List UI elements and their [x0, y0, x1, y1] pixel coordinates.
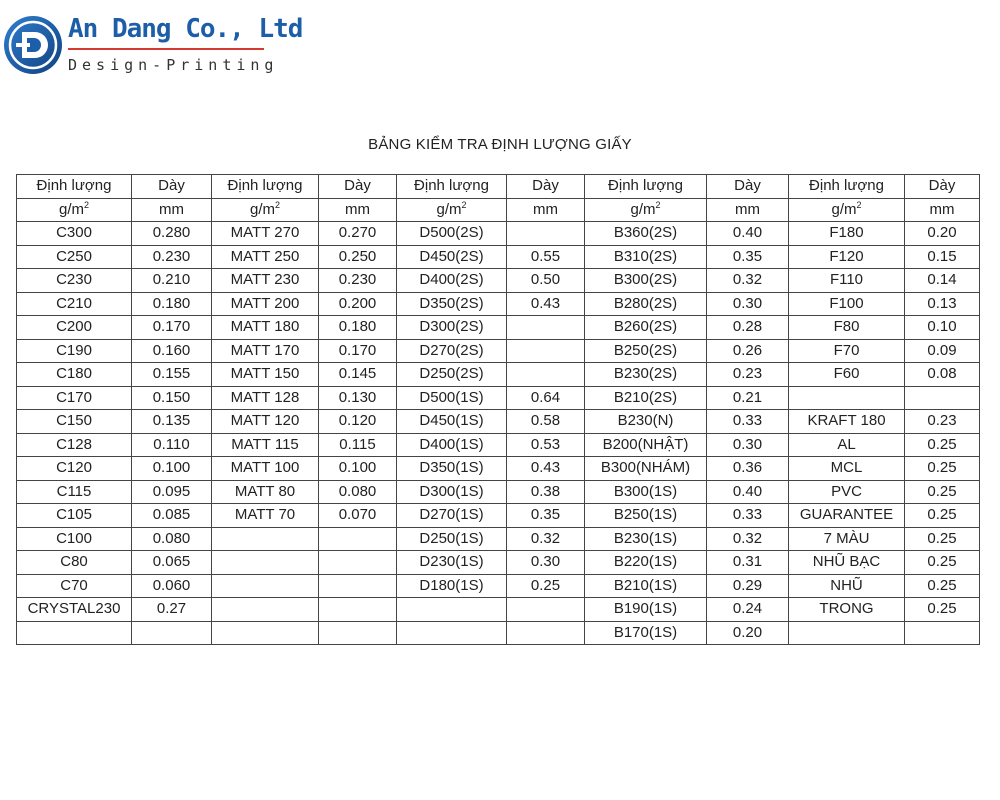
table-row — [17, 222, 980, 246]
paper-grade-cell: MCL — [789, 457, 905, 481]
table-row — [17, 480, 980, 504]
paper-grade-cell: MATT 100 — [212, 457, 319, 481]
paper-grade-cell: C105 — [17, 504, 132, 528]
thickness-cell: 0.250 — [319, 245, 397, 269]
thickness-cell: 0.160 — [132, 339, 212, 363]
table-row — [17, 574, 980, 598]
thickness-cell: 0.100 — [132, 457, 212, 481]
paper-grade-cell: NHŨ BẠC — [789, 551, 905, 575]
paper-grade-cell: B230(N) — [585, 410, 707, 434]
paper-grade-cell: B360(2S) — [585, 222, 707, 246]
thickness-cell: 0.25 — [905, 433, 980, 457]
unit-weight — [789, 198, 905, 222]
paper-grade-cell: F70 — [789, 339, 905, 363]
thickness-cell: 0.180 — [319, 316, 397, 340]
thickness-cell: 0.38 — [507, 480, 585, 504]
thickness-cell — [507, 598, 585, 622]
header-weight: Định lượng — [789, 175, 905, 199]
paper-grade-cell: D400(1S) — [397, 433, 507, 457]
paper-grade-cell: MATT 180 — [212, 316, 319, 340]
unit-weight-exponent: 2 — [856, 199, 862, 210]
thickness-cell: 0.085 — [132, 504, 212, 528]
paper-grade-cell — [212, 598, 319, 622]
table-row — [17, 621, 980, 645]
thickness-cell: 0.28 — [707, 316, 789, 340]
header-thickness: Dày — [319, 175, 397, 199]
thickness-cell: 0.25 — [905, 527, 980, 551]
thickness-cell: 0.25 — [905, 504, 980, 528]
logo-mark-icon — [2, 14, 64, 76]
thickness-cell — [905, 386, 980, 410]
paper-grade-cell — [212, 551, 319, 575]
paper-grade-cell: MATT 70 — [212, 504, 319, 528]
table-row — [17, 527, 980, 551]
thickness-cell: 0.230 — [132, 245, 212, 269]
paper-grade-cell: D270(1S) — [397, 504, 507, 528]
paper-grade-cell: F120 — [789, 245, 905, 269]
thickness-cell: 0.100 — [319, 457, 397, 481]
paper-grade-cell — [789, 386, 905, 410]
paper-grade-cell: C300 — [17, 222, 132, 246]
thickness-cell: 0.180 — [132, 292, 212, 316]
paper-grade-cell: GUARANTEE — [789, 504, 905, 528]
paper-grade-cell — [397, 621, 507, 645]
logo-divider — [68, 48, 264, 50]
unit-thickness: mm — [905, 198, 980, 222]
thickness-cell — [507, 222, 585, 246]
table-row — [17, 598, 980, 622]
thickness-cell: 0.25 — [905, 598, 980, 622]
thickness-cell: 0.40 — [707, 222, 789, 246]
thickness-cell: 0.150 — [132, 386, 212, 410]
paper-grade-cell: D270(2S) — [397, 339, 507, 363]
paper-grade-cell: B230(2S) — [585, 363, 707, 387]
paper-grade-cell: D300(2S) — [397, 316, 507, 340]
paper-grade-cell: F60 — [789, 363, 905, 387]
thickness-cell — [507, 621, 585, 645]
paper-grade-cell: B200(NHẬT) — [585, 433, 707, 457]
header-weight: Định lượng — [585, 175, 707, 199]
thickness-cell: 0.095 — [132, 480, 212, 504]
thickness-cell: 0.170 — [132, 316, 212, 340]
thickness-cell: 0.130 — [319, 386, 397, 410]
table-body — [17, 222, 980, 645]
thickness-cell: 0.210 — [132, 269, 212, 293]
thickness-cell: 0.065 — [132, 551, 212, 575]
paper-grade-cell: C115 — [17, 480, 132, 504]
thickness-cell: 0.20 — [707, 621, 789, 645]
thickness-cell — [132, 621, 212, 645]
header-thickness: Dày — [132, 175, 212, 199]
paper-grade-cell: B260(2S) — [585, 316, 707, 340]
thickness-cell: 0.230 — [319, 269, 397, 293]
paper-grade-cell: NHŨ — [789, 574, 905, 598]
unit-weight — [212, 198, 319, 222]
unit-weight-exponent: 2 — [655, 199, 661, 210]
thickness-cell: 0.31 — [707, 551, 789, 575]
paper-grade-cell: C190 — [17, 339, 132, 363]
table-row — [17, 410, 980, 434]
thickness-cell — [319, 551, 397, 575]
thickness-cell: 0.15 — [905, 245, 980, 269]
paper-grade-cell: MATT 115 — [212, 433, 319, 457]
thickness-cell: 0.20 — [905, 222, 980, 246]
thickness-cell: 0.25 — [905, 574, 980, 598]
thickness-cell: 0.155 — [132, 363, 212, 387]
unit-weight — [17, 198, 132, 222]
table-row — [17, 363, 980, 387]
paper-grade-cell: F80 — [789, 316, 905, 340]
thickness-cell: 0.36 — [707, 457, 789, 481]
unit-weight-exponent: 2 — [461, 199, 467, 210]
table-row — [17, 386, 980, 410]
thickness-cell: 0.25 — [905, 551, 980, 575]
thickness-cell: 0.070 — [319, 504, 397, 528]
thickness-cell: 0.080 — [132, 527, 212, 551]
paper-grade-cell: D350(1S) — [397, 457, 507, 481]
paper-grade-cell: D400(2S) — [397, 269, 507, 293]
thickness-cell: 0.24 — [707, 598, 789, 622]
unit-weight-base: g/m — [58, 200, 84, 218]
unit-weight-base: g/m — [436, 200, 462, 218]
thickness-cell: 0.09 — [905, 339, 980, 363]
unit-thickness: mm — [132, 198, 212, 222]
paper-grade-cell: MATT 200 — [212, 292, 319, 316]
thickness-cell: 0.30 — [707, 292, 789, 316]
thickness-cell: 0.30 — [707, 433, 789, 457]
thickness-cell: 0.13 — [905, 292, 980, 316]
header-weight: Định lượng — [397, 175, 507, 199]
paper-grade-cell: B210(2S) — [585, 386, 707, 410]
unit-weight — [397, 198, 507, 222]
thickness-cell: 0.270 — [319, 222, 397, 246]
paper-grade-cell: B310(2S) — [585, 245, 707, 269]
paper-grade-cell: MATT 170 — [212, 339, 319, 363]
thickness-cell: 0.120 — [319, 410, 397, 434]
paper-grade-cell: C120 — [17, 457, 132, 481]
header-row-labels — [17, 175, 980, 199]
paper-grade-cell: C210 — [17, 292, 132, 316]
thickness-cell: 0.40 — [707, 480, 789, 504]
paper-weight-table — [16, 174, 980, 645]
paper-grade-cell: D500(2S) — [397, 222, 507, 246]
thickness-cell: 0.10 — [905, 316, 980, 340]
table-title: BẢNG KIỂM TRA ĐỊNH LƯỢNG GIẤY — [368, 136, 632, 153]
thickness-cell: 0.21 — [707, 386, 789, 410]
paper-grade-cell: C200 — [17, 316, 132, 340]
paper-grade-cell: C250 — [17, 245, 132, 269]
paper-grade-cell: F110 — [789, 269, 905, 293]
paper-grade-cell: C80 — [17, 551, 132, 575]
paper-grade-cell: MATT 230 — [212, 269, 319, 293]
paper-grade-cell: D350(2S) — [397, 292, 507, 316]
paper-grade-cell: MATT 120 — [212, 410, 319, 434]
thickness-cell — [507, 339, 585, 363]
unit-weight-base: g/m — [249, 200, 275, 218]
thickness-cell: 0.200 — [319, 292, 397, 316]
paper-grade-cell: B170(1S) — [585, 621, 707, 645]
paper-grade-cell: C128 — [17, 433, 132, 457]
thickness-cell: 0.08 — [905, 363, 980, 387]
paper-grade-cell: C230 — [17, 269, 132, 293]
header-thickness: Dày — [707, 175, 789, 199]
thickness-cell: 0.26 — [707, 339, 789, 363]
thickness-cell — [507, 316, 585, 340]
thickness-cell — [319, 598, 397, 622]
thickness-cell: 0.50 — [507, 269, 585, 293]
thickness-cell: 0.25 — [905, 480, 980, 504]
paper-grade-cell: MATT 250 — [212, 245, 319, 269]
thickness-cell: 0.35 — [507, 504, 585, 528]
paper-grade-cell: AL — [789, 433, 905, 457]
table-row — [17, 457, 980, 481]
thickness-cell: 0.64 — [507, 386, 585, 410]
thickness-cell: 0.080 — [319, 480, 397, 504]
paper-grade-cell: C100 — [17, 527, 132, 551]
paper-grade-cell: MATT 128 — [212, 386, 319, 410]
company-tagline: Design-Printing — [68, 56, 279, 74]
paper-grade-cell: MATT 80 — [212, 480, 319, 504]
paper-grade-cell: B250(1S) — [585, 504, 707, 528]
company-name: An Dang Co., Ltd — [68, 14, 303, 44]
table-row — [17, 551, 980, 575]
thickness-cell: 0.110 — [132, 433, 212, 457]
thickness-cell: 0.23 — [905, 410, 980, 434]
table-row — [17, 269, 980, 293]
thickness-cell: 0.280 — [132, 222, 212, 246]
thickness-cell: 0.35 — [707, 245, 789, 269]
paper-grade-cell: D300(1S) — [397, 480, 507, 504]
paper-grade-cell: B300(1S) — [585, 480, 707, 504]
unit-thickness: mm — [319, 198, 397, 222]
thickness-cell: 0.55 — [507, 245, 585, 269]
thickness-cell: 0.23 — [707, 363, 789, 387]
thickness-cell: 0.170 — [319, 339, 397, 363]
paper-grade-cell: D500(1S) — [397, 386, 507, 410]
thickness-cell: 0.060 — [132, 574, 212, 598]
paper-grade-cell: C180 — [17, 363, 132, 387]
unit-weight — [585, 198, 707, 222]
thickness-cell: 0.43 — [507, 292, 585, 316]
paper-grade-cell: B190(1S) — [585, 598, 707, 622]
thickness-cell: 0.145 — [319, 363, 397, 387]
paper-grade-cell: D250(2S) — [397, 363, 507, 387]
paper-grade-cell: MATT 270 — [212, 222, 319, 246]
table-row — [17, 245, 980, 269]
thickness-cell — [319, 527, 397, 551]
thickness-cell: 0.30 — [507, 551, 585, 575]
paper-grade-cell — [17, 621, 132, 645]
thickness-cell: 0.43 — [507, 457, 585, 481]
table-row — [17, 292, 980, 316]
paper-grade-cell — [212, 621, 319, 645]
paper-grade-cell: KRAFT 180 — [789, 410, 905, 434]
unit-weight-exponent: 2 — [275, 199, 281, 210]
header-weight: Định lượng — [212, 175, 319, 199]
paper-grade-cell: D450(1S) — [397, 410, 507, 434]
paper-grade-cell — [212, 574, 319, 598]
paper-grade-cell: D250(1S) — [397, 527, 507, 551]
paper-grade-cell: F100 — [789, 292, 905, 316]
thickness-cell — [507, 363, 585, 387]
thickness-cell: 0.32 — [707, 527, 789, 551]
header-thickness: Dày — [507, 175, 585, 199]
paper-grade-cell: C170 — [17, 386, 132, 410]
thickness-cell: 0.115 — [319, 433, 397, 457]
unit-weight-exponent: 2 — [84, 199, 90, 210]
paper-grade-cell: B280(2S) — [585, 292, 707, 316]
thickness-cell: 0.14 — [905, 269, 980, 293]
thickness-cell: 0.25 — [507, 574, 585, 598]
paper-grade-cell: F180 — [789, 222, 905, 246]
paper-grade-cell: MATT 150 — [212, 363, 319, 387]
unit-weight-base: g/m — [630, 200, 656, 218]
header-row-units — [17, 198, 980, 222]
paper-grade-cell: D230(1S) — [397, 551, 507, 575]
paper-grade-cell — [789, 621, 905, 645]
header-weight: Định lượng — [17, 175, 132, 199]
thickness-cell: 0.53 — [507, 433, 585, 457]
paper-grade-cell: TRONG — [789, 598, 905, 622]
table-row — [17, 433, 980, 457]
paper-grade-cell: B230(1S) — [585, 527, 707, 551]
table-row — [17, 504, 980, 528]
unit-weight-base: g/m — [831, 200, 857, 218]
thickness-cell: 0.32 — [507, 527, 585, 551]
thickness-cell: 0.58 — [507, 410, 585, 434]
table-row — [17, 316, 980, 340]
thickness-cell: 0.135 — [132, 410, 212, 434]
company-logo — [2, 12, 302, 82]
unit-thickness: mm — [507, 198, 585, 222]
paper-grade-cell: C70 — [17, 574, 132, 598]
paper-grade-cell — [397, 598, 507, 622]
paper-grade-cell: B300(NHÁM) — [585, 457, 707, 481]
table-header — [17, 175, 980, 222]
paper-grade-cell: 7 MÀU — [789, 527, 905, 551]
thickness-cell: 0.33 — [707, 504, 789, 528]
paper-grade-cell: C150 — [17, 410, 132, 434]
paper-grade-cell: B300(2S) — [585, 269, 707, 293]
thickness-cell — [319, 621, 397, 645]
thickness-cell — [319, 574, 397, 598]
paper-grade-cell — [212, 527, 319, 551]
unit-thickness: mm — [707, 198, 789, 222]
thickness-cell: 0.32 — [707, 269, 789, 293]
thickness-cell — [905, 621, 980, 645]
paper-grade-cell: D180(1S) — [397, 574, 507, 598]
paper-grade-cell: CRYSTAL230 — [17, 598, 132, 622]
paper-grade-cell: PVC — [789, 480, 905, 504]
thickness-cell: 0.27 — [132, 598, 212, 622]
paper-grade-cell: B210(1S) — [585, 574, 707, 598]
thickness-cell: 0.33 — [707, 410, 789, 434]
paper-grade-cell: B220(1S) — [585, 551, 707, 575]
thickness-cell: 0.29 — [707, 574, 789, 598]
paper-grade-cell: D450(2S) — [397, 245, 507, 269]
paper-grade-cell: B250(2S) — [585, 339, 707, 363]
table-row — [17, 339, 980, 363]
header-thickness: Dày — [905, 175, 980, 199]
thickness-cell: 0.25 — [905, 457, 980, 481]
